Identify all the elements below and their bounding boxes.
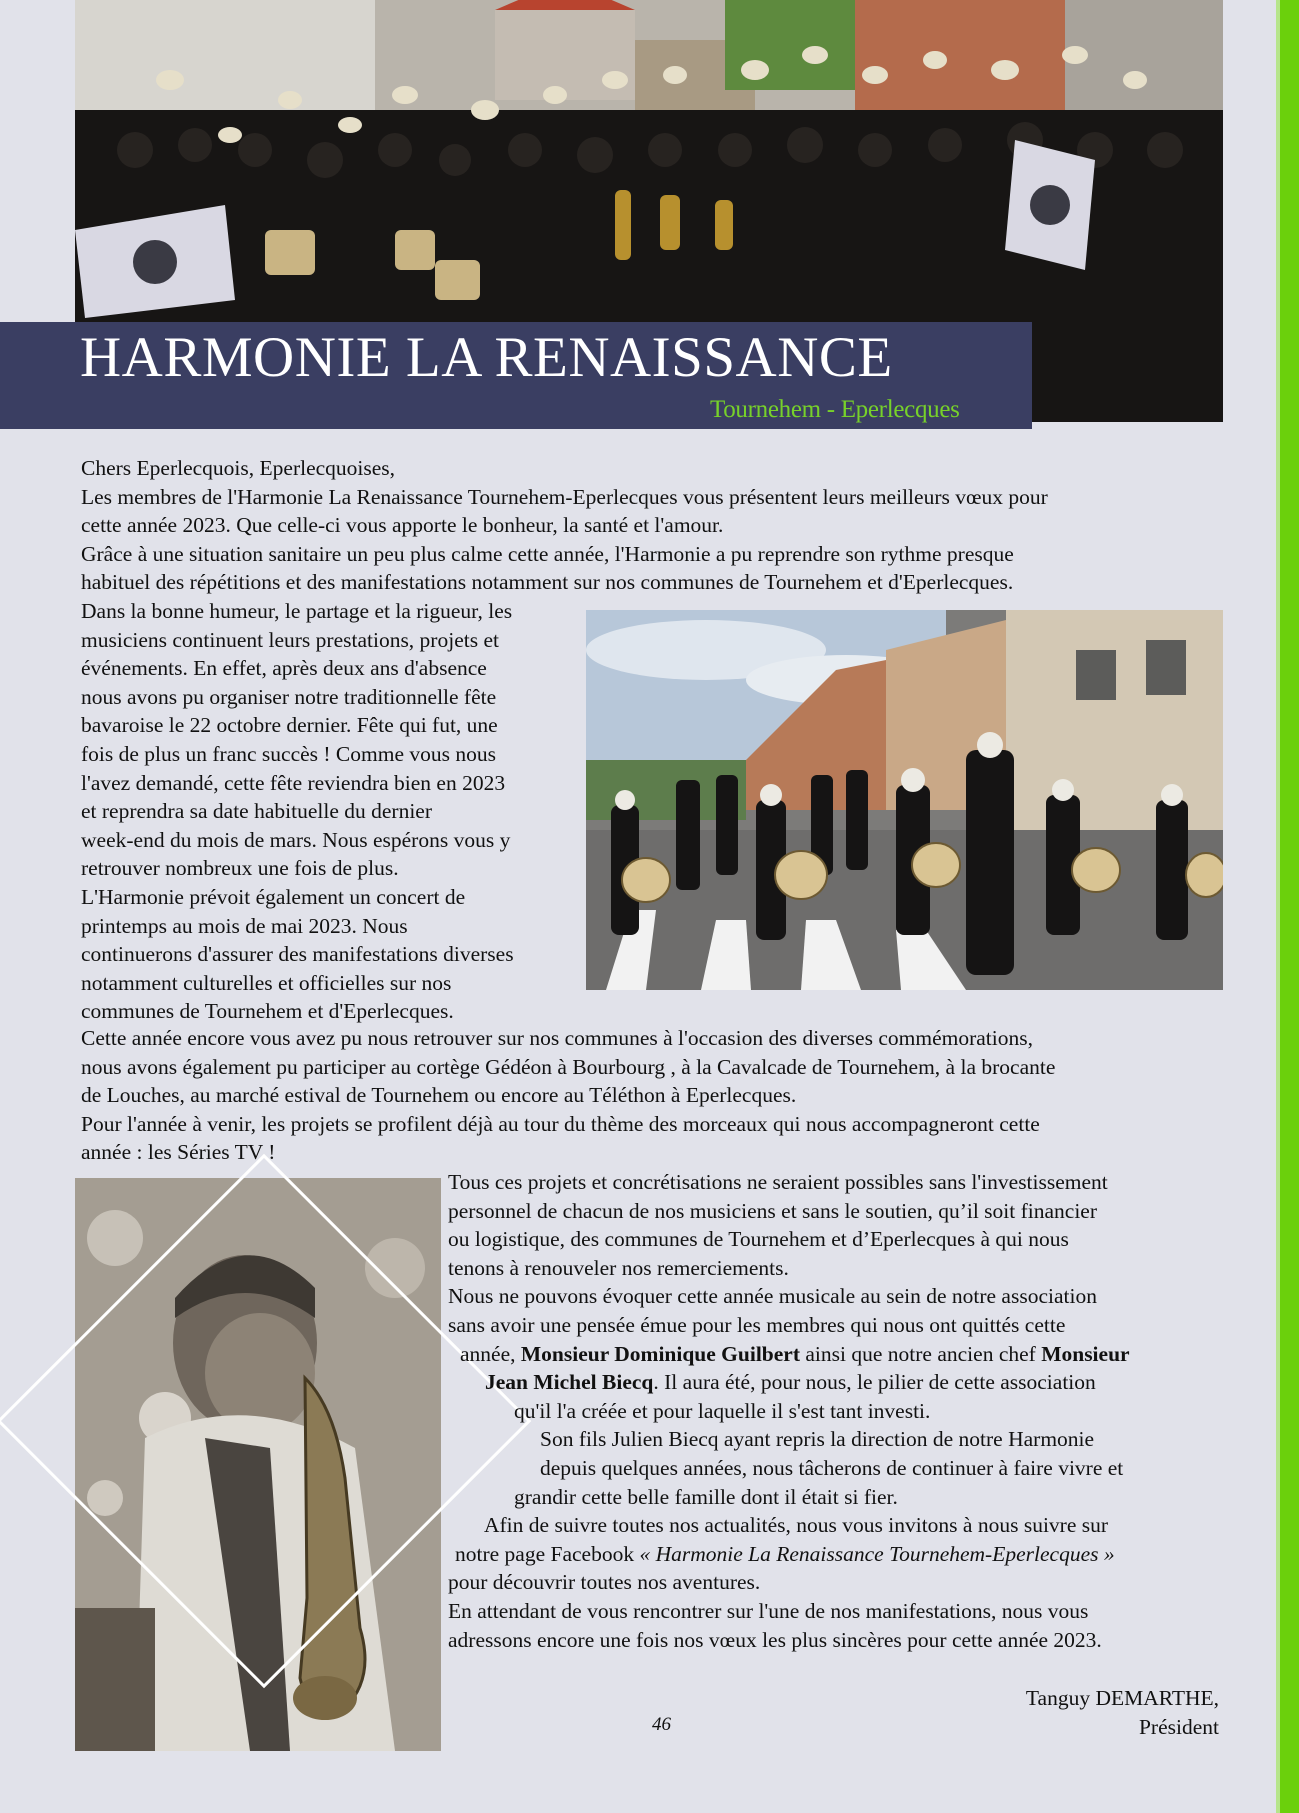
text-line: Cette année encore vous avez pu nous retrouver sur nos communes à l'occasion des diverses commémorations,: [81, 1026, 1033, 1050]
text-line: nous avons également pu participer au cortège Gédéon à Bourbourg , à la Cavalcade de Tournehem, à la brocante: [81, 1054, 1056, 1079]
text-span: . Il aura été, pour nous, le pilier de cette association: [653, 1370, 1096, 1395]
intro-text: [81, 454, 1231, 597]
text-line: L'Harmonie prévoit également un concert de: [81, 884, 466, 909]
text-line: tenons à renouveler nos remerciements.: [448, 1255, 789, 1280]
text-line: adressons encore une fois nos vœux les plus sincères pour cette année 2023.: [448, 1627, 1102, 1652]
text-line: Nous ne pouvons évoquer cette année musicale au sein de notre association: [448, 1284, 1097, 1309]
page-title: HARMONIE LA RENAISSANCE: [80, 326, 893, 389]
text-line: En attendant de vous rencontrer sur l'une de nos manifestations, nous vous: [448, 1598, 1089, 1623]
text-line: Chers Eperlecquois, Eperlecquoises,: [81, 456, 396, 480]
facebook-page-name: « Harmonie La Renaissance Tournehem-Eperlecques »: [639, 1541, 1115, 1566]
text-line: pour découvrir toutes nos aventures.: [448, 1570, 761, 1595]
text-line: communes de Tournehem et d'Eperlecques.: [81, 999, 454, 1024]
text-line: nous avons pu organiser notre traditionnelle fête: [81, 684, 497, 709]
text-span: ainsi que notre ancien chef: [800, 1341, 1042, 1366]
text-line: l'avez demandé, cette fête reviendra bien en 2023: [81, 770, 506, 795]
text-line: Pour l'année à venir, les projets se profilent déjà au tour du thème des morceaux qui nous accompagneront cette: [81, 1111, 1040, 1136]
text-line: depuis quelques années, nous tâcherons de continuer à faire vivre et: [540, 1455, 1124, 1480]
page-subtitle: Tournehem - Eperlecques: [710, 396, 960, 423]
text-line: sans avoir une pensée émue pour les membres qui nous ont quittés cette: [448, 1312, 1066, 1337]
text-line: Son fils Julien Biecq ayant repris la direction de notre Harmonie: [540, 1427, 1095, 1452]
text-line: bavaroise le 22 octobre dernier. Fête qui fut, une: [81, 713, 498, 738]
signature-role: Président: [1138, 1714, 1219, 1739]
text-line: fois de plus un franc succès ! Comme vous nous: [81, 741, 496, 766]
text-line: [448, 1340, 1248, 1369]
text-line: événements. En effet, après deux ans d'absence: [81, 656, 487, 681]
text-line: ou logistique, des communes de Tournehem et d’Eperlecques à qui nous: [448, 1227, 1069, 1252]
middle-text: [81, 1024, 1231, 1167]
text-line: de Louches, au marché estival de Tournehem ou encore au Téléthon à Eperlecques.: [81, 1083, 797, 1108]
name-jean-michel-biecq: Jean Michel Biecq: [485, 1370, 654, 1395]
signature-name: Tanguy DEMARTHE,: [1025, 1686, 1219, 1710]
text-span: notre page Facebook: [455, 1541, 640, 1566]
text-line: année : les Séries TV !: [81, 1140, 276, 1165]
right-column-text: [448, 1168, 1248, 1654]
text-line: printemps au mois de mai 2023. Nous: [81, 913, 408, 938]
text-line: week-end du mois de mars. Nous espérons vous y: [81, 827, 511, 852]
name-monsieur: Monsieur: [1041, 1341, 1130, 1366]
page-edge-bar: [1280, 0, 1299, 1813]
text-line: Dans la bonne humeur, le partage et la rigueur, les: [81, 599, 513, 623]
text-line: musiciens continuent leurs prestations, projets et: [81, 627, 499, 652]
text-line: Afin de suivre toutes nos actualités, nous vous invitons à nous suivre sur: [484, 1513, 1109, 1538]
text-line: Les membres de l'Harmonie La Renaissance Tournehem-Eperlecques vous présentent leurs meilleurs vœux pour: [81, 484, 1048, 509]
text-line: [448, 1368, 1248, 1397]
text-line: Grâce à une situation sanitaire un peu plus calme cette année, l'Harmonie a pu reprendre son rythme presque: [81, 541, 1014, 566]
text-line: et reprendra sa date habituelle du dernier: [81, 799, 432, 824]
parade-photo: [586, 610, 1223, 990]
left-column-text: [81, 597, 581, 1026]
text-line: habituel des répétitions et des manifestations notamment sur nos communes de Tournehem et d'Eperlecques.: [81, 570, 1014, 595]
text-line: personnel de chacun de nos musiciens et sans le soutien, qu’il soit financier: [448, 1198, 1098, 1223]
text-line: continuerons d'assurer des manifestations diverses: [81, 942, 514, 967]
page-number: 46: [652, 1714, 671, 1735]
name-dominique-guilbert: Monsieur Dominique Guilbert: [520, 1341, 801, 1366]
text-line: [448, 1540, 1248, 1569]
signature: [1026, 1684, 1219, 1741]
text-line: cette année 2023. Que celle-ci vous apporte le bonheur, la santé et l'amour.: [81, 513, 724, 538]
text-line: retrouver nombreux une fois de plus.: [81, 856, 399, 881]
text-line: grandir cette belle famille dont il était si fier.: [514, 1484, 898, 1509]
text-span: année,: [460, 1341, 521, 1366]
text-line: Tous ces projets et concrétisations ne seraient possibles sans l'investissement: [448, 1170, 1108, 1194]
text-line: qu'il l'a créée et pour laquelle il s'est tant investi.: [514, 1398, 931, 1423]
text-line: notamment culturelles et officielles sur nos: [81, 970, 452, 995]
